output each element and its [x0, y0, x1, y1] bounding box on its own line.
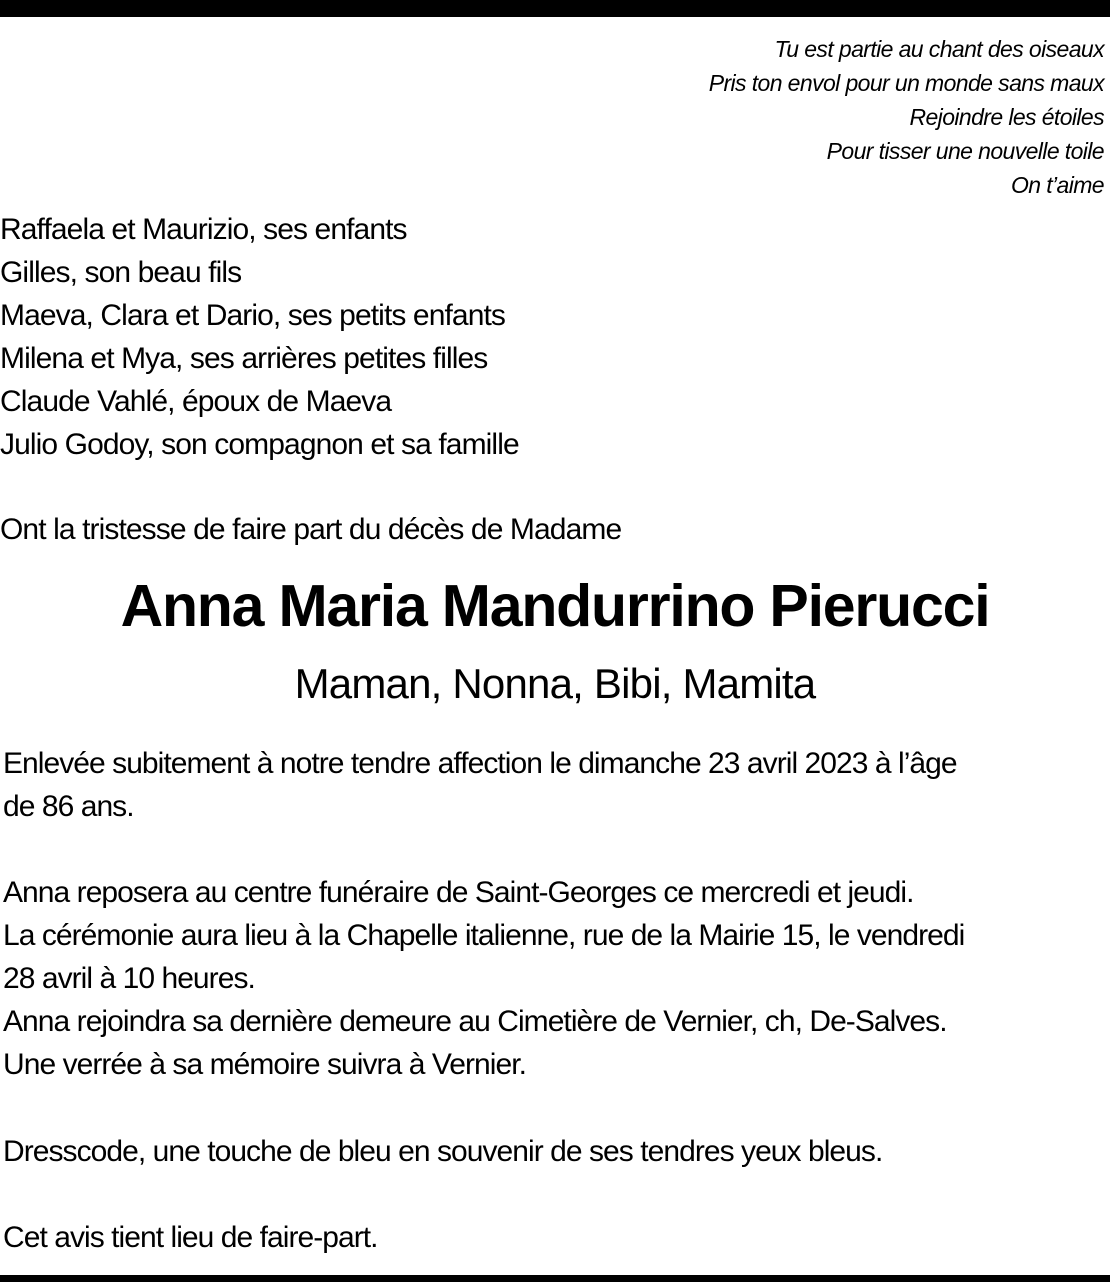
ceremony-line: Anna rejoindra sa dernière demeure au Cimetière de Vernier, ch, De-Salves. — [3, 1005, 947, 1038]
ceremony-line: La cérémonie aura lieu à la Chapelle italienne, rue de la Mairie 15, le vendredi — [3, 919, 965, 952]
ceremony-line: Anna reposera au centre funéraire de Saint-Georges ce mercredi et jeudi. — [3, 876, 914, 909]
family-list — [0, 208, 519, 466]
poem-line: Rejoindre les étoiles — [909, 104, 1104, 130]
family-member: Maeva, Clara et Dario, ses petits enfants — [0, 299, 506, 332]
ceremony-line: Une verrée à sa mémoire suivra à Vernier. — [3, 1048, 526, 1081]
poem-verse — [404, 32, 1104, 202]
bottom-border-rule — [0, 1275, 1110, 1282]
dresscode-paragraph — [3, 1130, 882, 1173]
notice-paragraph — [3, 1216, 378, 1259]
notice-line: Cet avis tient lieu de faire-part. — [3, 1221, 378, 1254]
death-line: Enlevée subitement à notre tendre affection le dimanche 23 avril 2023 à l’âge — [3, 747, 957, 780]
announcement-intro: Ont la tristesse de faire part du décès de Madame — [0, 513, 622, 546]
ceremony-line: 28 avril à 10 heures. — [3, 962, 255, 995]
family-member: Julio Godoy, son compagnon et sa famille — [0, 428, 519, 461]
death-line: de 86 ans. — [3, 790, 134, 823]
poem-line: Pris ton envol pour un monde sans maux — [708, 70, 1104, 96]
family-member: Milena et Mya, ses arrières petites filles — [0, 342, 488, 375]
family-member: Raffaela et Maurizio, ses enfants — [0, 213, 407, 246]
top-border-rule — [0, 0, 1110, 17]
poem-line: Pour tisser une nouvelle toile — [826, 138, 1104, 164]
poem-line: On t’aime — [1010, 172, 1104, 198]
ceremony-paragraph — [3, 871, 964, 1086]
death-paragraph — [3, 742, 957, 828]
family-member: Gilles, son beau fils — [0, 256, 242, 289]
family-member: Claude Vahlé, époux de Maeva — [0, 385, 392, 418]
poem-line: Tu est partie au chant des oiseaux — [774, 36, 1104, 62]
deceased-name: Anna Maria Mandurrino Pierucci — [120, 573, 990, 639]
dresscode-line: Dresscode, une touche de bleu en souvenir de ses tendres yeux bleus. — [3, 1135, 883, 1168]
deceased-nicknames: Maman, Nonna, Bibi, Mamita — [294, 660, 816, 707]
